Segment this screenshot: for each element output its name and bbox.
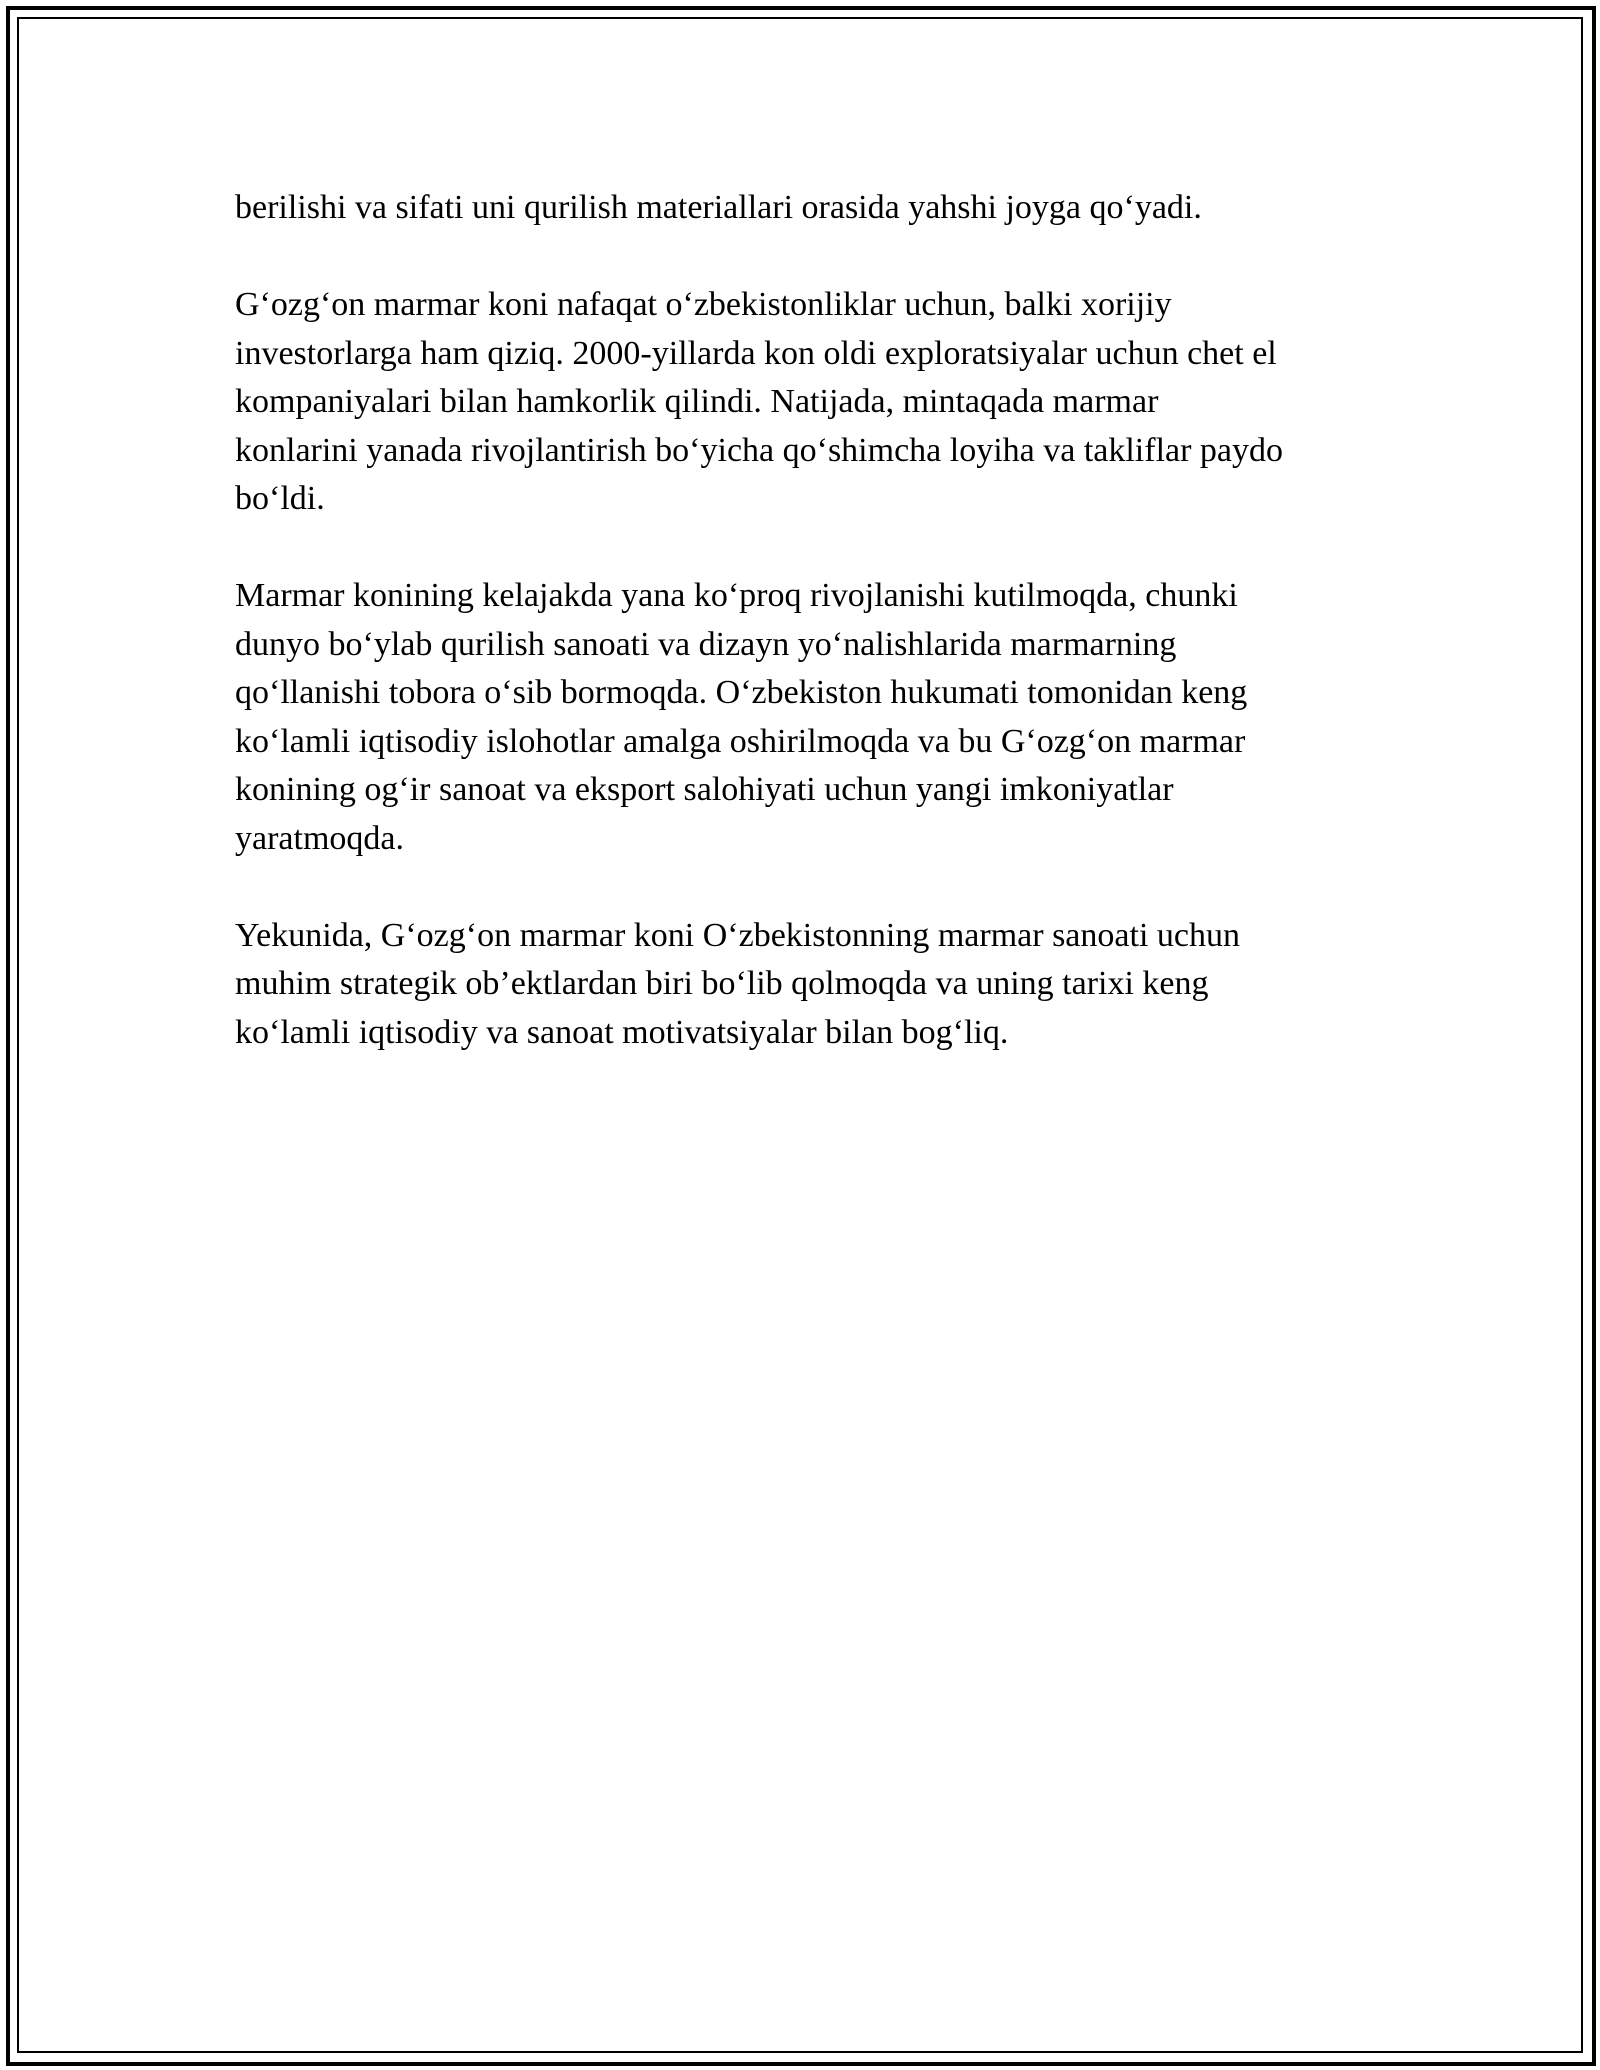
paragraph-3 [235, 572, 1395, 863]
text-line: ko‘lamli iqtisodiy va sanoat motivatsiyalar bilan bog‘liq. [235, 1013, 1009, 1051]
text-line: muhim strategik ob’ektlardan biri bo‘lib qolmoqda va uning tarixi keng [235, 965, 1209, 1002]
text-line: berilishi va sifati uni qurilish materiallari orasida yahshi joyga qo‘yadi. [235, 189, 1202, 226]
text-line: kompaniyalari bilan hamkorlik qilindi. Natijada, mintaqada marmar [235, 383, 1159, 420]
text-line: konlarini yanada rivojlantirish bo‘yicha qo‘shimcha loyiha va takliflar paydo [235, 431, 1284, 469]
text-line: investorlarga ham qiziq. 2000-yillarda kon oldi exploratsiyalar uchun chet el [235, 334, 1277, 372]
paragraph-4 [235, 912, 1395, 1058]
text-line: qo‘llanishi tobora o‘sib bormoqda. O‘zbekiston hukumati tomonidan keng [235, 674, 1248, 711]
document-body [235, 184, 1395, 1106]
paragraph-2 [235, 281, 1395, 524]
text-line: konining og‘ir sanoat va eksport salohiyati uchun yangi imkoniyatlar [235, 771, 1174, 808]
text-line: Marmar konining kelajakda yana ko‘proq rivojlanishi kutilmoqda, chunki [235, 577, 1238, 614]
paragraph-1 [235, 184, 1395, 233]
text-line: yaratmoqda. [235, 819, 404, 857]
text-line: ko‘lamli iqtisodiy islohotlar amalga oshirilmoqda va bu G‘ozg‘on marmar [235, 722, 1246, 760]
text-line: G‘ozg‘on marmar koni nafaqat o‘zbekistonliklar uchun, balki xorijiy [235, 286, 1172, 323]
text-line: Yekunida, G‘ozg‘on marmar koni O‘zbekistonning marmar sanoati uchun [235, 916, 1240, 954]
text-line: dunyo bo‘ylab qurilish sanoati va dizayn yo‘nalishlarida marmarning [235, 625, 1177, 663]
text-line: bo‘ldi. [235, 480, 325, 517]
